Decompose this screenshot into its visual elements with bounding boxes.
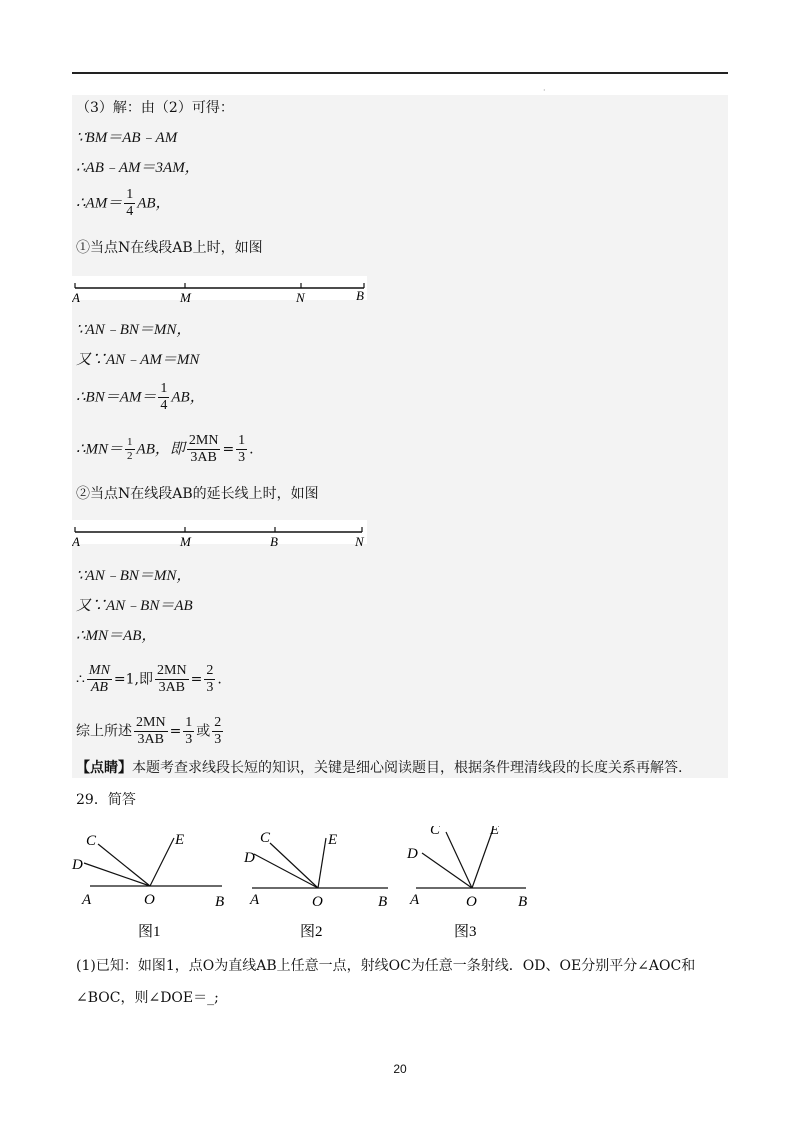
svg-text:C: C bbox=[86, 833, 97, 849]
solution-line: ∴AB﹣AM＝3AM， bbox=[76, 160, 200, 176]
svg-text:A: A bbox=[250, 892, 260, 908]
stray-mark: · bbox=[543, 86, 546, 95]
svg-text:E: E bbox=[490, 826, 500, 838]
angle-figures bbox=[70, 826, 540, 945]
solution-line: 又∵AN﹣AM＝MN bbox=[76, 352, 200, 368]
case-heading: ①当点N在线段AB上时，如图 bbox=[76, 240, 263, 256]
solution-line: ∴ $\frac{MN}{AB}$ =1,即 $\frac{2MN}{3AB}$ = $\frac{2}{3}$ . bbox=[76, 663, 222, 695]
svg-text:D: D bbox=[407, 846, 418, 862]
solution-line: ∵AN﹣BN＝MN， bbox=[76, 568, 192, 584]
segment-figure-1 bbox=[72, 276, 372, 306]
svg-text:B: B bbox=[215, 894, 225, 910]
figure-1-title: 图1 bbox=[138, 924, 161, 940]
question-title: 29．简答 bbox=[76, 792, 136, 808]
figure-1 bbox=[71, 832, 224, 940]
question-text: ∠BOC，则∠DOE＝_; bbox=[76, 990, 219, 1006]
seg1-label-m: M bbox=[180, 290, 191, 305]
svg-text:O: O bbox=[144, 892, 155, 908]
seg2-label-a: A bbox=[72, 534, 80, 549]
figure-2 bbox=[243, 830, 388, 940]
svg-text:C: C bbox=[260, 830, 271, 846]
solution-line: ∵BM＝AB﹣AM bbox=[76, 130, 178, 146]
solution-line: 综上所述 $\frac{2MN}{3AB}$ = $\frac{1}{3}$ 或 $\frac{2}{3}$ bbox=[76, 715, 222, 747]
seg1-label-n: N bbox=[296, 290, 305, 305]
solution-line: 又∵AN﹣BN＝AB bbox=[76, 598, 193, 614]
solution-line: ∴MN＝ $\frac{1}{2}$ AB，即 $\frac{2MN}{3AB}$ = $\frac{1}{3}$ . bbox=[76, 433, 254, 465]
figure-2-title: 图2 bbox=[300, 924, 323, 940]
svg-text:O: O bbox=[466, 894, 477, 910]
svg-text:O: O bbox=[312, 894, 323, 910]
header-rule bbox=[72, 72, 728, 74]
seg1-label-a: A bbox=[72, 290, 80, 305]
seg2-label-n: N bbox=[355, 534, 364, 549]
comment-line: 【点睛】本题考查求线段长短的知识，关键是细心阅读题目，根据条件理清线段的长度关系再解答. bbox=[76, 760, 683, 776]
svg-text:C: C bbox=[430, 826, 441, 838]
solution-line: （3）解：由（2）可得： bbox=[76, 100, 234, 116]
svg-text:B: B bbox=[378, 894, 388, 910]
solution-line: ∴MN＝AB， bbox=[76, 628, 157, 644]
question-text: (1)已知：如图1，点O为直线AB上任意一点，射线OC为任意一条射线．OD、OE分别平分∠AOC和 bbox=[76, 958, 696, 974]
svg-text:A: A bbox=[82, 892, 92, 908]
segment-figure-2 bbox=[72, 520, 372, 550]
svg-text:E: E bbox=[328, 832, 338, 848]
seg2-label-b: B bbox=[270, 534, 278, 549]
case-heading: ②当点N在线段AB的延长线上时，如图 bbox=[76, 486, 319, 502]
page-number: 20 bbox=[393, 1062, 407, 1076]
svg-text:B: B bbox=[518, 894, 528, 910]
solution-line: ∴BN＝AM＝ $\frac{1}{4}$ AB， bbox=[76, 381, 205, 413]
seg1-label-b: B bbox=[356, 288, 364, 303]
svg-text:E: E bbox=[175, 832, 185, 848]
svg-text:A: A bbox=[410, 892, 420, 908]
solution-line: ∵AN﹣BN＝MN， bbox=[76, 322, 192, 338]
svg-text:D: D bbox=[244, 850, 255, 866]
solution-line: ∴AM＝ $\frac{1}{4}$ AB， bbox=[76, 187, 171, 219]
svg-text:D: D bbox=[72, 857, 83, 873]
seg2-label-m: M bbox=[180, 534, 191, 549]
figure-3 bbox=[406, 826, 527, 940]
figure-3-title: 图3 bbox=[454, 924, 477, 940]
